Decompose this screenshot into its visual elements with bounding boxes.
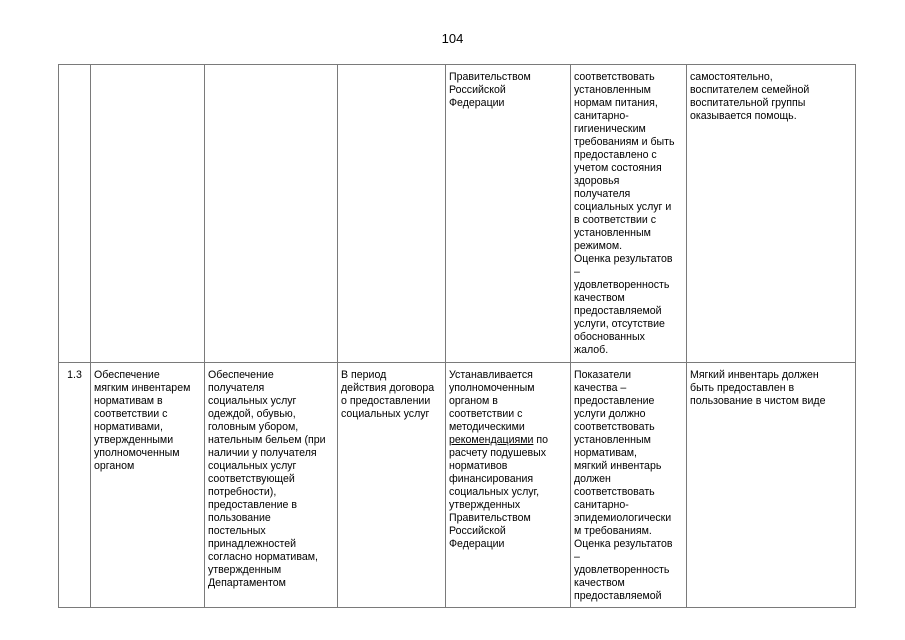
row-number-cell: 1.3 [59, 363, 91, 608]
service-period-cell: В период действия договора о предоставлении социальных услуг [338, 363, 446, 608]
conditions-cell: самостоятельно, воспитателем семейной воспитательной группы оказывается помощь. [687, 65, 856, 363]
page-number: 104 [441, 31, 464, 46]
service-description-cell [205, 65, 338, 363]
service-name-cell [91, 65, 205, 363]
norm-text-after: по расчету подушевых нормативов финансирования социальных услуг, утвержденных Правительством Российской Федерации [449, 434, 549, 550]
quality-indicators-cell: Показатели качества – предоставление услуги должно соответствовать установленным нормативам, мягкий инвентарь должен соответствовать санитарно- эпидемиологически м требованиям. Оценка результатов – удовлетворенность качеством предоставляемой [571, 363, 687, 608]
conditions-cell: Мягкий инвентарь должен быть предоставлен в пользование в чистом виде [687, 363, 856, 608]
norm-text-before: Устанавливается уполномоченным органом в соответствии с методическими [449, 369, 535, 433]
service-period-cell [338, 65, 446, 363]
recommendations-link[interactable]: рекомендациями [449, 434, 534, 446]
table-row [59, 65, 856, 363]
services-table [58, 64, 856, 608]
quality-indicators-cell: соответствовать установленным нормам питания, санитарно- гигиеническим требованиям и быть предоставлено с учетом состояния здоровья получателя социальных услуг и в соответствии с установленным режимом. Оценка результатов – удовлетворенность качеством предоставляемой услуги, отсутствие обоснованных жалоб. [571, 65, 687, 363]
service-norm-cell [446, 363, 571, 608]
table-row [59, 363, 856, 608]
service-description-cell: Обеспечение получателя социальных услуг одеждой, обувью, головным убором, нательным бельем (при наличии у получателя социальных услуг соответствующей потребности), предоставление в пользование постельных принадлежностей согласно нормативам, утвержденным Департаментом [205, 363, 338, 608]
service-norm-cell: Правительством Российской Федерации [446, 65, 571, 363]
service-name-cell: Обеспечение мягким инвентарем нормативам в соответствии с нормативами, утвержденными уполномоченным органом [91, 363, 205, 608]
row-number-cell [59, 65, 91, 363]
